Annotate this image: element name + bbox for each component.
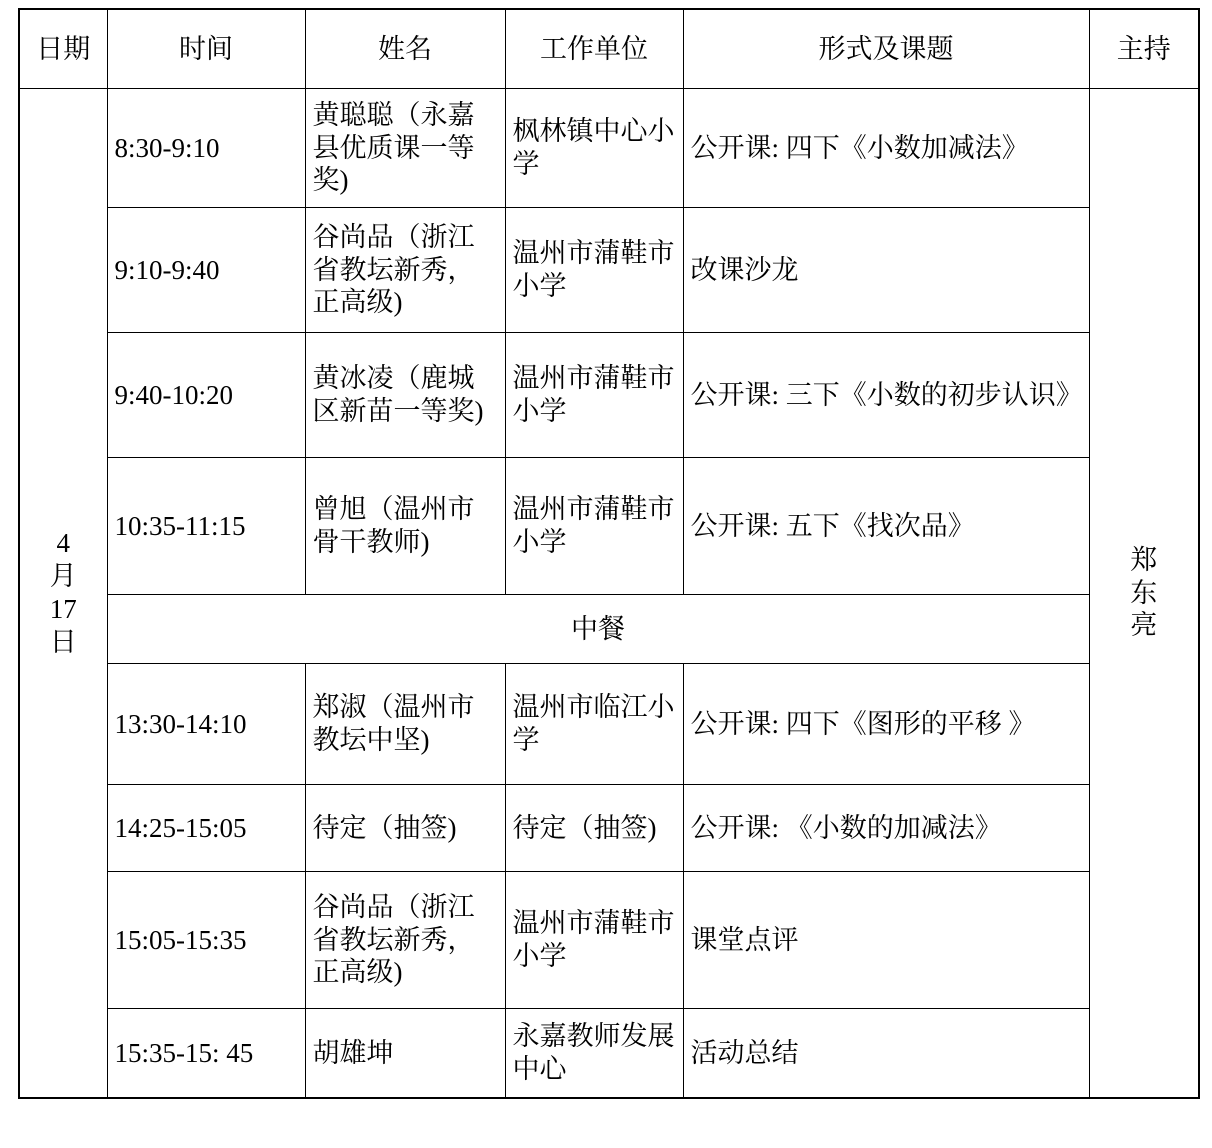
name-cell: 谷尚品（浙江省教坛新秀，正高级) bbox=[305, 872, 505, 1009]
topic-cell: 公开课: 四下《小数加减法》 bbox=[683, 89, 1089, 208]
topic-cell: 改课沙龙 bbox=[683, 208, 1089, 333]
lunch-cell: 中餐 bbox=[107, 595, 1089, 664]
name-cell: 黄聪聪（永嘉县优质课一等奖) bbox=[305, 89, 505, 208]
table-row bbox=[19, 872, 1199, 1009]
table-row bbox=[19, 333, 1199, 458]
unit-cell: 温州市蒲鞋市小学 bbox=[505, 872, 683, 1009]
table-header-row bbox=[19, 9, 1199, 89]
table-row bbox=[19, 208, 1199, 333]
table-row bbox=[19, 664, 1199, 785]
time-cell: 9:10-9:40 bbox=[107, 208, 305, 333]
topic-cell: 公开课: 五下《找次品》 bbox=[683, 458, 1089, 595]
date-char-day: 日 bbox=[49, 626, 77, 657]
date-char-day-num: 17 bbox=[49, 594, 77, 624]
topic-cell: 公开课: 四下《图形的平移 》 bbox=[683, 664, 1089, 785]
host-char-3: 亮 bbox=[1130, 610, 1158, 641]
table-row bbox=[19, 1009, 1199, 1099]
host-cell bbox=[1089, 89, 1199, 1099]
table-row bbox=[19, 458, 1199, 595]
unit-cell: 温州市蒲鞋市小学 bbox=[505, 208, 683, 333]
time-cell: 8:30-9:10 bbox=[107, 89, 305, 208]
unit-cell: 永嘉教师发展中心 bbox=[505, 1009, 683, 1099]
unit-cell: 温州市蒲鞋市小学 bbox=[505, 458, 683, 595]
table-row bbox=[19, 89, 1199, 208]
table-body bbox=[19, 89, 1199, 1099]
time-cell: 15:05-15:35 bbox=[107, 872, 305, 1009]
unit-cell: 枫林镇中心小学 bbox=[505, 89, 683, 208]
column-header-date: 日期 bbox=[19, 9, 107, 89]
name-cell: 待定（抽签) bbox=[305, 785, 505, 872]
date-cell bbox=[19, 89, 107, 1099]
topic-cell: 公开课: 三下《小数的初步认识》 bbox=[683, 333, 1089, 458]
host-char-2: 东 bbox=[1130, 577, 1158, 608]
time-cell: 15:35-15: 45 bbox=[107, 1009, 305, 1099]
name-cell: 曾旭（温州市骨干教师) bbox=[305, 458, 505, 595]
table-header bbox=[19, 9, 1199, 89]
name-cell: 郑淑（温州市教坛中坚) bbox=[305, 664, 505, 785]
name-cell: 胡雄坤 bbox=[305, 1009, 505, 1099]
column-header-name: 姓名 bbox=[305, 9, 505, 89]
name-cell: 黄冰凌（鹿城区新苗一等奖) bbox=[305, 333, 505, 458]
schedule-table bbox=[18, 8, 1200, 1099]
time-cell: 13:30-14:10 bbox=[107, 664, 305, 785]
date-char-month: 月 bbox=[49, 561, 77, 592]
time-cell: 10:35-11:15 bbox=[107, 458, 305, 595]
date-char-month-num: 4 bbox=[56, 528, 70, 559]
topic-cell: 课堂点评 bbox=[683, 872, 1089, 1009]
column-header-topic: 形式及课题 bbox=[683, 9, 1089, 89]
column-header-unit: 工作单位 bbox=[505, 9, 683, 89]
time-cell: 14:25-15:05 bbox=[107, 785, 305, 872]
unit-cell: 温州市临江小学 bbox=[505, 664, 683, 785]
topic-cell: 活动总结 bbox=[683, 1009, 1089, 1099]
table-row-lunch bbox=[19, 595, 1199, 664]
unit-cell: 温州市蒲鞋市小学 bbox=[505, 333, 683, 458]
column-header-time: 时间 bbox=[107, 9, 305, 89]
table-row bbox=[19, 785, 1199, 872]
time-cell: 9:40-10:20 bbox=[107, 333, 305, 458]
topic-cell: 公开课: 《小数的加减法》 bbox=[683, 785, 1089, 872]
host-char-1: 郑 bbox=[1130, 544, 1158, 575]
name-cell: 谷尚品（浙江省教坛新秀，正高级) bbox=[305, 208, 505, 333]
column-header-host: 主持 bbox=[1089, 9, 1199, 89]
unit-cell: 待定（抽签) bbox=[505, 785, 683, 872]
